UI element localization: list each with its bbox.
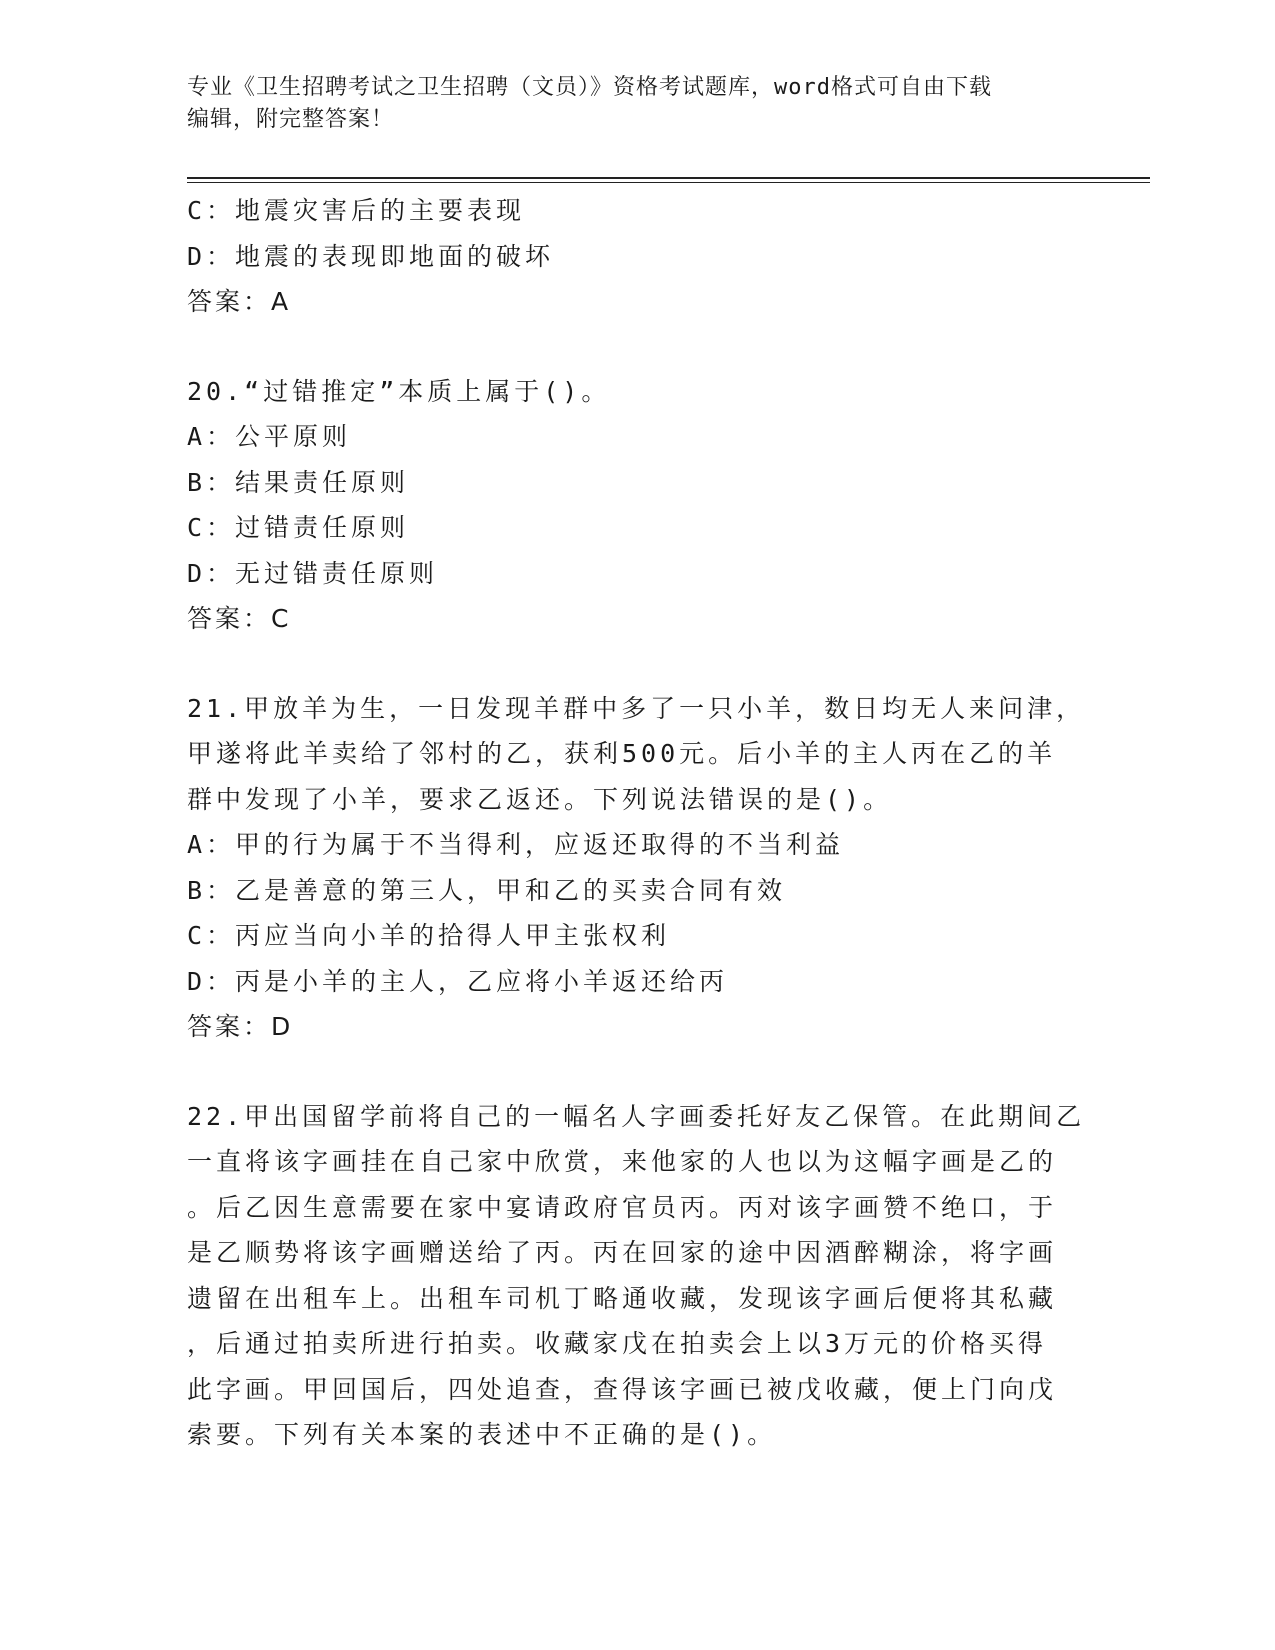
q21-option-b: B：乙是善意的第三人，甲和乙的买卖合同有效 [187, 875, 787, 905]
q21-option-d: D：丙是小羊的主人，乙应将小羊返还给丙 [187, 966, 729, 996]
header-rule-thin [187, 182, 1150, 183]
q22-question-line-4: 是乙顺势将该字画赠送给了丙。丙在回家的途中因酒醉糊涂，将字画 [187, 1238, 1058, 1267]
header-line-2: 编辑，附完整答案！ [187, 107, 395, 132]
q20-option-c: C：过错责任原则 [187, 513, 410, 542]
q20-answer: 答案：C [187, 604, 292, 633]
q21-question-line-1: 21.甲放羊为生，一日发现羊群中多了一只小羊，数日均无人来问津， [187, 693, 1086, 723]
q22-question-line-3: 。后乙因生意需要在家中宴请政府官员丙。丙对该字画赞不绝口，于 [187, 1192, 1058, 1222]
q19-option-c: C：地震灾害后的主要表现 [187, 196, 526, 225]
header-rule-thick [187, 177, 1150, 179]
question-19 [187, 188, 1087, 325]
q20-question: 20.“过错推定”本质上属于()。 [187, 376, 611, 406]
question-22 [187, 1094, 1087, 1458]
q21-option-a: A：甲的行为属于不当得利，应返还取得的不当利益 [187, 830, 845, 859]
q22-question-line-8: 索要。下列有关本案的表述中不正确的是()。 [187, 1420, 777, 1449]
q22-question-line-2: 一直将该字画挂在自己家中欣赏，来他家的人也以为这幅字画是乙的 [187, 1147, 1058, 1176]
question-20 [187, 369, 1087, 642]
q21-question-line-2: 甲遂将此羊卖给了邻村的乙，获利500元。后小羊的主人丙在乙的羊 [187, 739, 1057, 768]
q21-question-line-3: 群中发现了小羊，要求乙返还。下列说法错误的是()。 [187, 784, 893, 814]
question-content [187, 188, 1087, 1458]
q22-question-line-5: 遗留在出租车上。出租车司机丁略通收藏，发现该字画后便将其私藏 [187, 1283, 1058, 1313]
q20-option-a: A：公平原则 [187, 422, 352, 451]
q20-option-d: D：无过错责任原则 [187, 558, 439, 588]
q22-question-line-7: 此字画。甲回国后，四处追查，查得该字画已被戊收藏，便上门向戊 [187, 1374, 1058, 1404]
question-21 [187, 686, 1087, 1050]
q20-option-b: B：结果责任原则 [187, 467, 410, 497]
q22-question-line-6: ，后通过拍卖所进行拍卖。收藏家戊在拍卖会上以3万元的价格买得 [187, 1329, 1048, 1358]
q22-question-line-1: 22.甲出国留学前将自己的一幅名人字画委托好友乙保管。在此期间乙 [187, 1101, 1086, 1131]
q19-answer: 答案：A [187, 287, 292, 316]
q21-answer: 答案：D [187, 1012, 294, 1041]
document-header [187, 72, 1067, 136]
q21-option-c: C：丙应当向小羊的拾得人甲主张权利 [187, 921, 671, 950]
q19-option-d: D：地震的表现即地面的破坏 [187, 241, 555, 271]
header-line-1: 专业《卫生招聘考试之卫生招聘（文员）》资格考试题库，word格式可自由下载 [187, 75, 992, 100]
